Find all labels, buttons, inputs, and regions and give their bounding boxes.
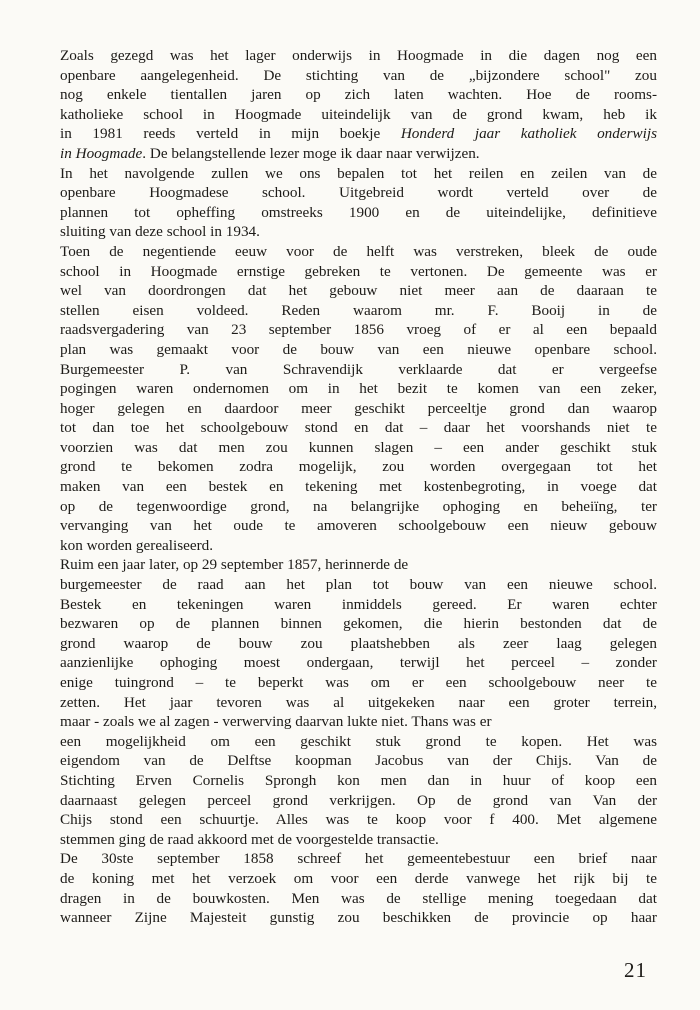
text-line: [60, 85, 657, 105]
text-segment: bezwaren op de plannen binnen gekomen, die hierin bestonden dat de: [60, 615, 657, 633]
text-line: [60, 536, 657, 556]
text-line: [60, 203, 657, 223]
italic-title: Honderd jaar katholiek onderwijs: [400, 125, 657, 143]
text-segment: grond waarop de bouw zou plaatshebben als zeer laag gelegen: [60, 634, 657, 652]
text-line: [60, 379, 657, 399]
text-segment: stellen eisen voldeed. Reden waarom mr. F. Booij in de: [60, 301, 657, 319]
text-line: [60, 320, 657, 340]
text-line: [60, 791, 657, 811]
text-segment: De 30ste september 1858 schreef het gemeentebestuur een brief naar: [60, 850, 657, 868]
text-segment: Ruim een jaar later, op 29 september 1857, herinnerde de: [60, 556, 409, 574]
text-line: [60, 849, 657, 869]
text-line: [60, 457, 657, 477]
text-segment: stemmen ging de raad akkoord met de voorgestelde transactie.: [60, 830, 439, 848]
text-line: [60, 399, 657, 419]
text-segment: maken van een bestek en tekening met kostenbegroting, in voege dat: [60, 478, 657, 496]
text-segment: In het navolgende zullen we ons bepalen tot het reilen en zeilen van de: [60, 164, 657, 182]
text-segment: Burgemeester P. van Schravendijk verklaarde dat er vergeefse: [60, 360, 657, 378]
text-segment: Zoals gezegd was het lager onderwijs in Hoogmade in die dagen nog een: [60, 47, 657, 64]
text-segment: daarnaast gelegen perceel grond verkrijgen. Op de grond van Van der: [60, 791, 657, 809]
text-segment: raadsvergadering van 23 september 1856 vroeg of er al een bepaald: [60, 321, 657, 339]
text-segment: kon worden gerealiseerd.: [60, 536, 214, 554]
text-line: [60, 908, 657, 928]
text-segment: plan was gemaakt voor de bouw van een nieuwe openbare school.: [60, 340, 657, 358]
text-segment: dragen in de bouwkosten. Men was de stellige mening toegedaan dat: [60, 889, 657, 907]
text-segment: vervanging van het oude te amoveren schoolgebouw een nieuw gebouw: [60, 517, 657, 535]
text-line: [60, 262, 657, 282]
page-number: 21: [624, 958, 647, 982]
text-line: [60, 673, 657, 693]
text-line: [60, 301, 657, 321]
text-line: [60, 124, 657, 144]
text-line: [60, 869, 657, 889]
text-line: [60, 693, 657, 713]
text-line: [60, 164, 657, 184]
text-segment: zetten. Het jaar tevoren was al uitgekeken naar een groter terrein,: [60, 693, 657, 711]
text-line: [60, 653, 657, 673]
text-line: [60, 418, 657, 438]
text-line: [60, 555, 657, 575]
text-line: [60, 477, 657, 497]
text-line: [60, 105, 657, 125]
text-segment: grond te bekomen zodra mogelijk, zou worden overgegaan tot het: [60, 458, 657, 476]
text-segment: voorzien was dat men zou kunnen slagen – een ander geschikt stuk: [60, 438, 657, 456]
text-line: [60, 242, 657, 262]
text-line: [60, 144, 657, 164]
text-segment: openbare Hoogmadese school. Uitgebreid wordt verteld over de: [60, 184, 657, 202]
text-segment: katholieke school in Hoogmade uiteindelijk van de grond kwam, heb ik: [60, 105, 657, 123]
text-segment: Bestek en tekeningen waren inmiddels gereed. Er waren echter: [60, 595, 657, 613]
text-segment: sluiting van deze school in 1934.: [60, 223, 260, 241]
text-line: [60, 575, 657, 595]
text-line: [60, 889, 657, 909]
text-segment: . De belangstellende lezer moge ik daar naar verwijzen.: [142, 144, 480, 162]
text-line: [60, 595, 657, 615]
text-line: [60, 771, 657, 791]
text-line: [60, 360, 657, 380]
text-segment: school in Hoogmade ernstige gebreken te vertonen. De gemeente was er: [60, 262, 657, 280]
text-segment: wel van doordrongen dat het gebouw niet meer aan de daaraan te: [60, 282, 657, 300]
text-segment: burgemeester de raad aan het plan tot bouw van een nieuwe school.: [60, 576, 657, 594]
text-line: [60, 183, 657, 203]
text-line: [60, 66, 657, 86]
page-body: [60, 46, 657, 928]
text-segment: eigendom van de Delftse koopman Jacobus van der Chijs. Van de: [60, 752, 657, 770]
text-segment: nog enkele tientallen jaren op zich laten wachten. Hoe de rooms-: [60, 86, 657, 104]
text-segment: maar - zoals we al zagen - verwerving daarvan lukte niet. Thans was er: [60, 713, 492, 731]
text-segment: tot dan toe het schoolgebouw stond en dat – daar het voorshands niet te: [60, 419, 657, 437]
text-segment: enige tuingrond – te beperkt was om er een schoolgebouw neer te: [60, 674, 657, 691]
text-line: [60, 281, 657, 301]
text-line: [60, 732, 657, 752]
italic-title: in Hoogmade: [60, 144, 143, 162]
text-segment: hoger gelegen en daardoor meer geschikt perceeltje grond dan waarop: [60, 399, 657, 417]
text-segment: openbare aangelegenheid. De stichting van de „bijzondere school" zou: [60, 66, 657, 84]
text-line: [60, 46, 657, 66]
text-segment: een mogelijkheid om een geschikt stuk grond te kopen. Het was: [60, 732, 657, 750]
text-segment: op de tegenwoordige grond, na belangrijke ophoging en beheiïng, ter: [60, 497, 657, 515]
text-line: [60, 634, 657, 654]
text-line: [60, 438, 657, 458]
text-line: [60, 497, 657, 517]
text-segment: de koning met het verzoek om voor een derde vanwege het rijk bij te: [60, 869, 657, 887]
text-line: [60, 614, 657, 634]
text-segment: plannen tot opheffing omstreeks 1900 en de uiteindelijke, definitieve: [60, 203, 657, 221]
text-segment: Stichting Erven Cornelis Sprongh kon men dan in huur of koop een: [60, 771, 657, 789]
text-segment: Chijs stond een schuurtje. Alles was te koop voor f 400. Met algemene: [60, 811, 657, 829]
text-line: [60, 516, 657, 536]
text-line: [60, 751, 657, 771]
text-line: [60, 340, 657, 360]
text-line: [60, 712, 657, 732]
text-segment: in 1981 reeds verteld in mijn boekje: [60, 125, 401, 143]
text-segment: aanzienlijke ophoging moest ondergaan, terwijl het perceel – zonder: [60, 654, 657, 672]
text-line: [60, 830, 657, 850]
text-segment: wanneer Zijne Majesteit gunstig zou beschikken de provincie op haar: [60, 909, 657, 927]
text-segment: Toen de negentiende eeuw voor de helft was verstreken, bleek de oude: [60, 242, 657, 260]
text-line: [60, 222, 657, 242]
text-line: [60, 810, 657, 830]
text-segment: pogingen waren ondernomen om in het bezit te komen van een zeker,: [60, 380, 657, 398]
